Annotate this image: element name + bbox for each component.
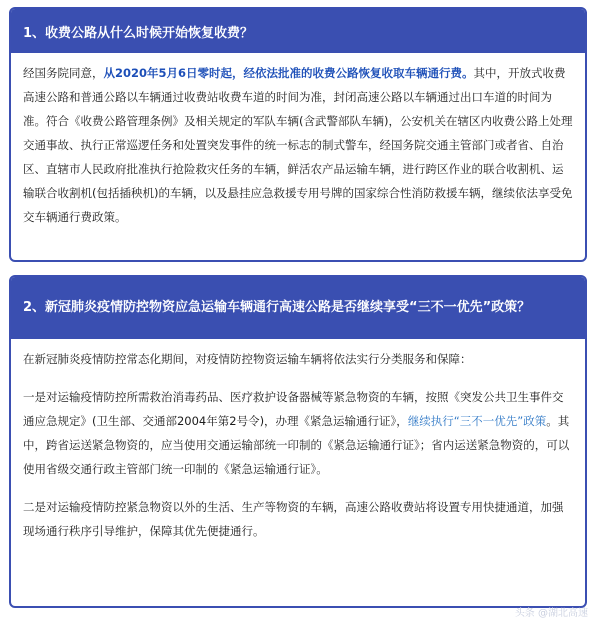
para-prefix: 经国务院同意， <box>23 66 104 80</box>
section-title-1: 1、收费公路从什么时候开始恢复收费？ <box>11 9 585 53</box>
section-body-2 <box>11 339 585 543</box>
para2-suffix: 。其中，跨省运送紧急物资的，应当使用交通运输部统一印制的《紧急运输通行证》；省内运送紧急物资的，可以使用省级交通行政主管部门统一印制的《紧急运输通行证》。 <box>23 414 570 476</box>
para-rest: 其中，开放式收费高速公路和普通公路以车辆通过收费站收费车道的时间为准，封闭高速公路以车辆通过出口车道的时间为准。符合《收费公路管理条例》及相关规定的军队车辆(含武警部队车辆)，公安机关在辖区内收费公路上处理交通事故、执行正常巡逻任务和处置突发事件的统一标志的制式警车，经国务院交通主管部门或者省、自治区、直辖市人民政府批准执行抢险救灾任务的车辆，鲜活农产品运输车辆，进行跨区作业的联合收割机、运输联合收割机(包括插秧机)的车辆，以及悬挂应急救援专用号牌的国家综合性消防救援车辆，继续依法享受免交车辆通行费政策。 <box>23 66 573 224</box>
para2-prefix: 一是对运输疫情防控所需救治消毒药品、医疗救护设备器械等紧急物资的车辆，按照《突发公共卫生事件交通应急规定》(卫生部、交通部2004年第2号令)，办理《紧急运输通行证》， <box>23 390 564 428</box>
section-2-paragraph-2 <box>23 385 573 481</box>
section-1-paragraph <box>23 61 573 229</box>
section-body-1 <box>11 53 585 229</box>
section-card-1 <box>9 7 587 262</box>
section-2-paragraph-1: 在新冠肺炎疫情防控常态化期间，对疫情防控物资运输车辆将依法实行分类服务和保障： <box>23 352 472 366</box>
highlight-text: 从2020年5月6日零时起，经依法批准的收费公路恢复收取车辆通行费。 <box>103 66 474 80</box>
policy-link-text: 继续执行“三不一优先”政策 <box>407 414 547 428</box>
section-title-2: 2、新冠肺炎疫情防控物资应急运输车辆通行高速公路是否继续享受“三不一优先”政策？ <box>11 277 585 339</box>
section-2-paragraph-3: 二是对运输疫情防控紧急物资以外的生活、生产等物资的车辆，高速公路收费站将设置专用快捷通道，加强现场通行秩序引导维护，保障其优先便捷通行。 <box>23 500 564 538</box>
section-card-2 <box>9 275 587 608</box>
watermark: 头条 @湖北高速 <box>514 608 588 619</box>
